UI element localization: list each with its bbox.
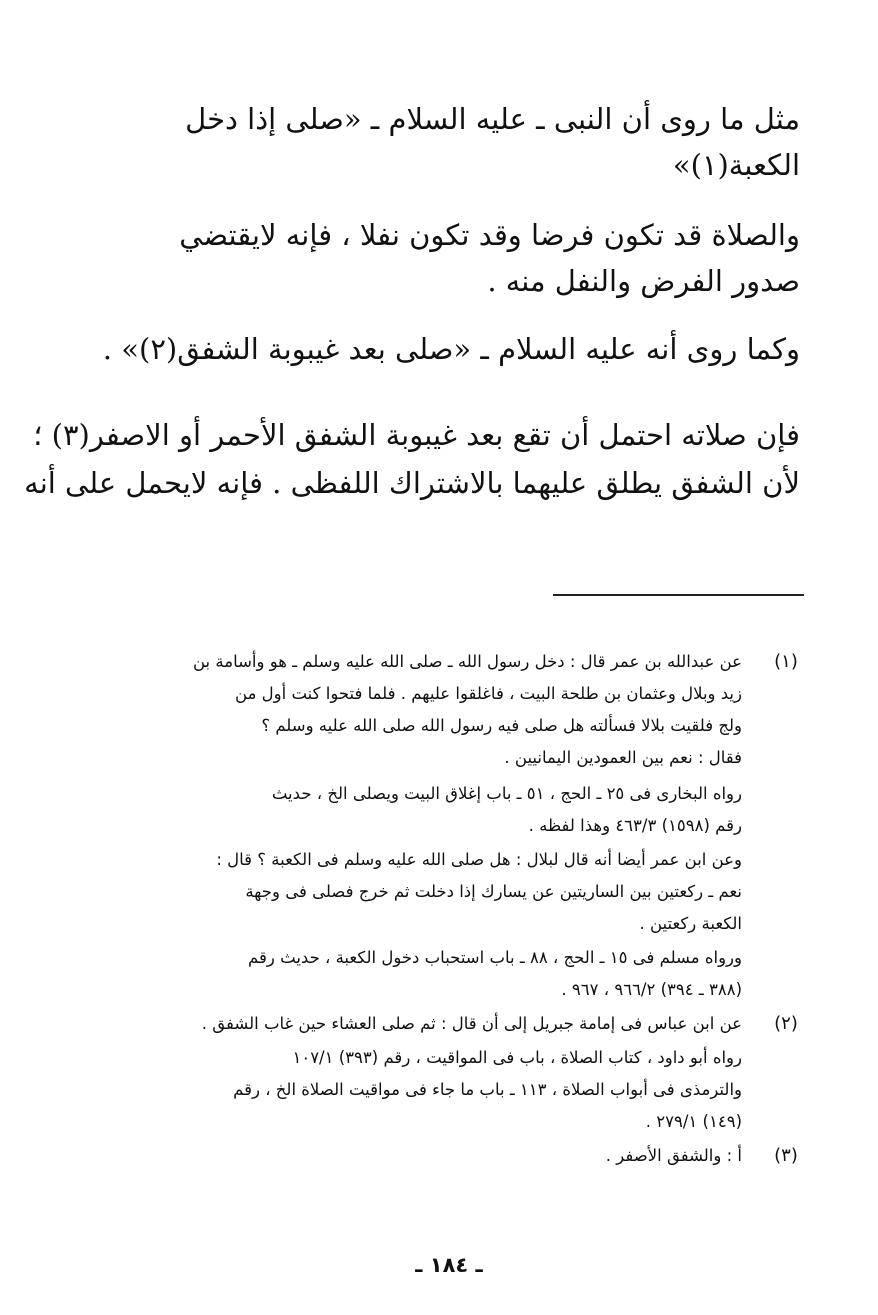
footnote-line: (٣٨٨ ـ ٣٩٤) ٩٦٦/٢ ، ٩٦٧ .	[561, 980, 742, 999]
footnote-line: رقم (١٥٩٨) ٤٦٣/٣ وهذا لفظه .	[528, 816, 742, 835]
footnote-line: وعن ابن عمر أيضا أنه قال لبلال : هل صلى الله عليه وسلم فى الكعبة ؟ قال :	[216, 850, 742, 869]
footnote-line: عن عبدالله بن عمر قال : دخل رسول الله ـ صلى الله عليه وسلم ـ هو وأسامة بن	[193, 652, 742, 671]
body-line: صدور الفرض والنفل منه .	[487, 264, 800, 298]
body-line: فإن صلاته احتمل أن تقع بعد غيبوبة الشفق الأحمر أو الاصفر(٣) ؛	[33, 418, 800, 452]
footnote-line: الكعبة ركعتين .	[639, 914, 742, 933]
page-number: ـ ١٨٤ ـ	[415, 1253, 483, 1277]
footnote-marker: (١)	[774, 651, 798, 672]
footnote-marker: (٣)	[774, 1145, 798, 1166]
footnote-separator	[553, 594, 804, 596]
body-line: مثل ما روى أن النبى ـ عليه السلام ـ «صلى إذا دخل	[185, 102, 800, 136]
footnote-line: أ : والشفق الأصفر .	[605, 1146, 742, 1165]
footnote-line: عن ابن عباس فى إمامة جبريل إلى أن قال : ثم صلى العشاء حين غاب الشفق .	[201, 1014, 742, 1033]
body-line: لأن الشفق يطلق عليهما بالاشتراك اللفظى . فإنه لايحمل على أنه	[24, 466, 800, 500]
body-line: وكما روى أنه عليه السلام ـ «صلى بعد غيبوبة الشفق(٢)» .	[102, 332, 800, 366]
body-line: الكعبة(١)»	[672, 148, 800, 182]
footnote-line: رواه أبو داود ، كتاب الصلاة ، باب فى المواقيت ، رقم (٣٩٣) ١٠٧/١	[292, 1048, 742, 1067]
footnote-line: والترمذى فى أبواب الصلاة ، ١١٣ ـ باب ما جاء فى مواقيت الصلاة الخ ، رقم	[233, 1080, 742, 1099]
footnote-line: ولج فلقيت بلالا فسألته هل صلى فيه رسول الله صلى الله عليه وسلم ؟	[261, 716, 742, 735]
footnote-line: (١٤٩) ٢٧٩/١ .	[645, 1112, 742, 1131]
footnote-line: زيد وبلال وعثمان بن طلحة البيت ، فاغلقوا عليهم . فلما فتحوا كنت أول من	[235, 684, 742, 703]
footnote-line: ورواه مسلم فى ١٥ ـ الحج ، ٨٨ ـ باب استحباب دخول الكعبة ، حديث رقم	[248, 948, 742, 967]
footnote-line: رواه البخارى فى ٢٥ ـ الحج ، ٥١ ـ باب إغلاق البيت ويصلى الخ ، حديث	[271, 784, 742, 803]
footnote-line: فقال : نعم بين العمودين اليمانيين .	[504, 748, 742, 767]
footnote-marker: (٢)	[774, 1013, 798, 1034]
footnote-line: نعم ـ ركعتين بين الساريتين عن يسارك إذا دخلت ثم خرج فصلى فى وجهة	[245, 882, 742, 901]
body-line: والصلاة قد تكون فرضا وقد تكون نفلا ، فإنه لايقتضي	[179, 218, 800, 252]
